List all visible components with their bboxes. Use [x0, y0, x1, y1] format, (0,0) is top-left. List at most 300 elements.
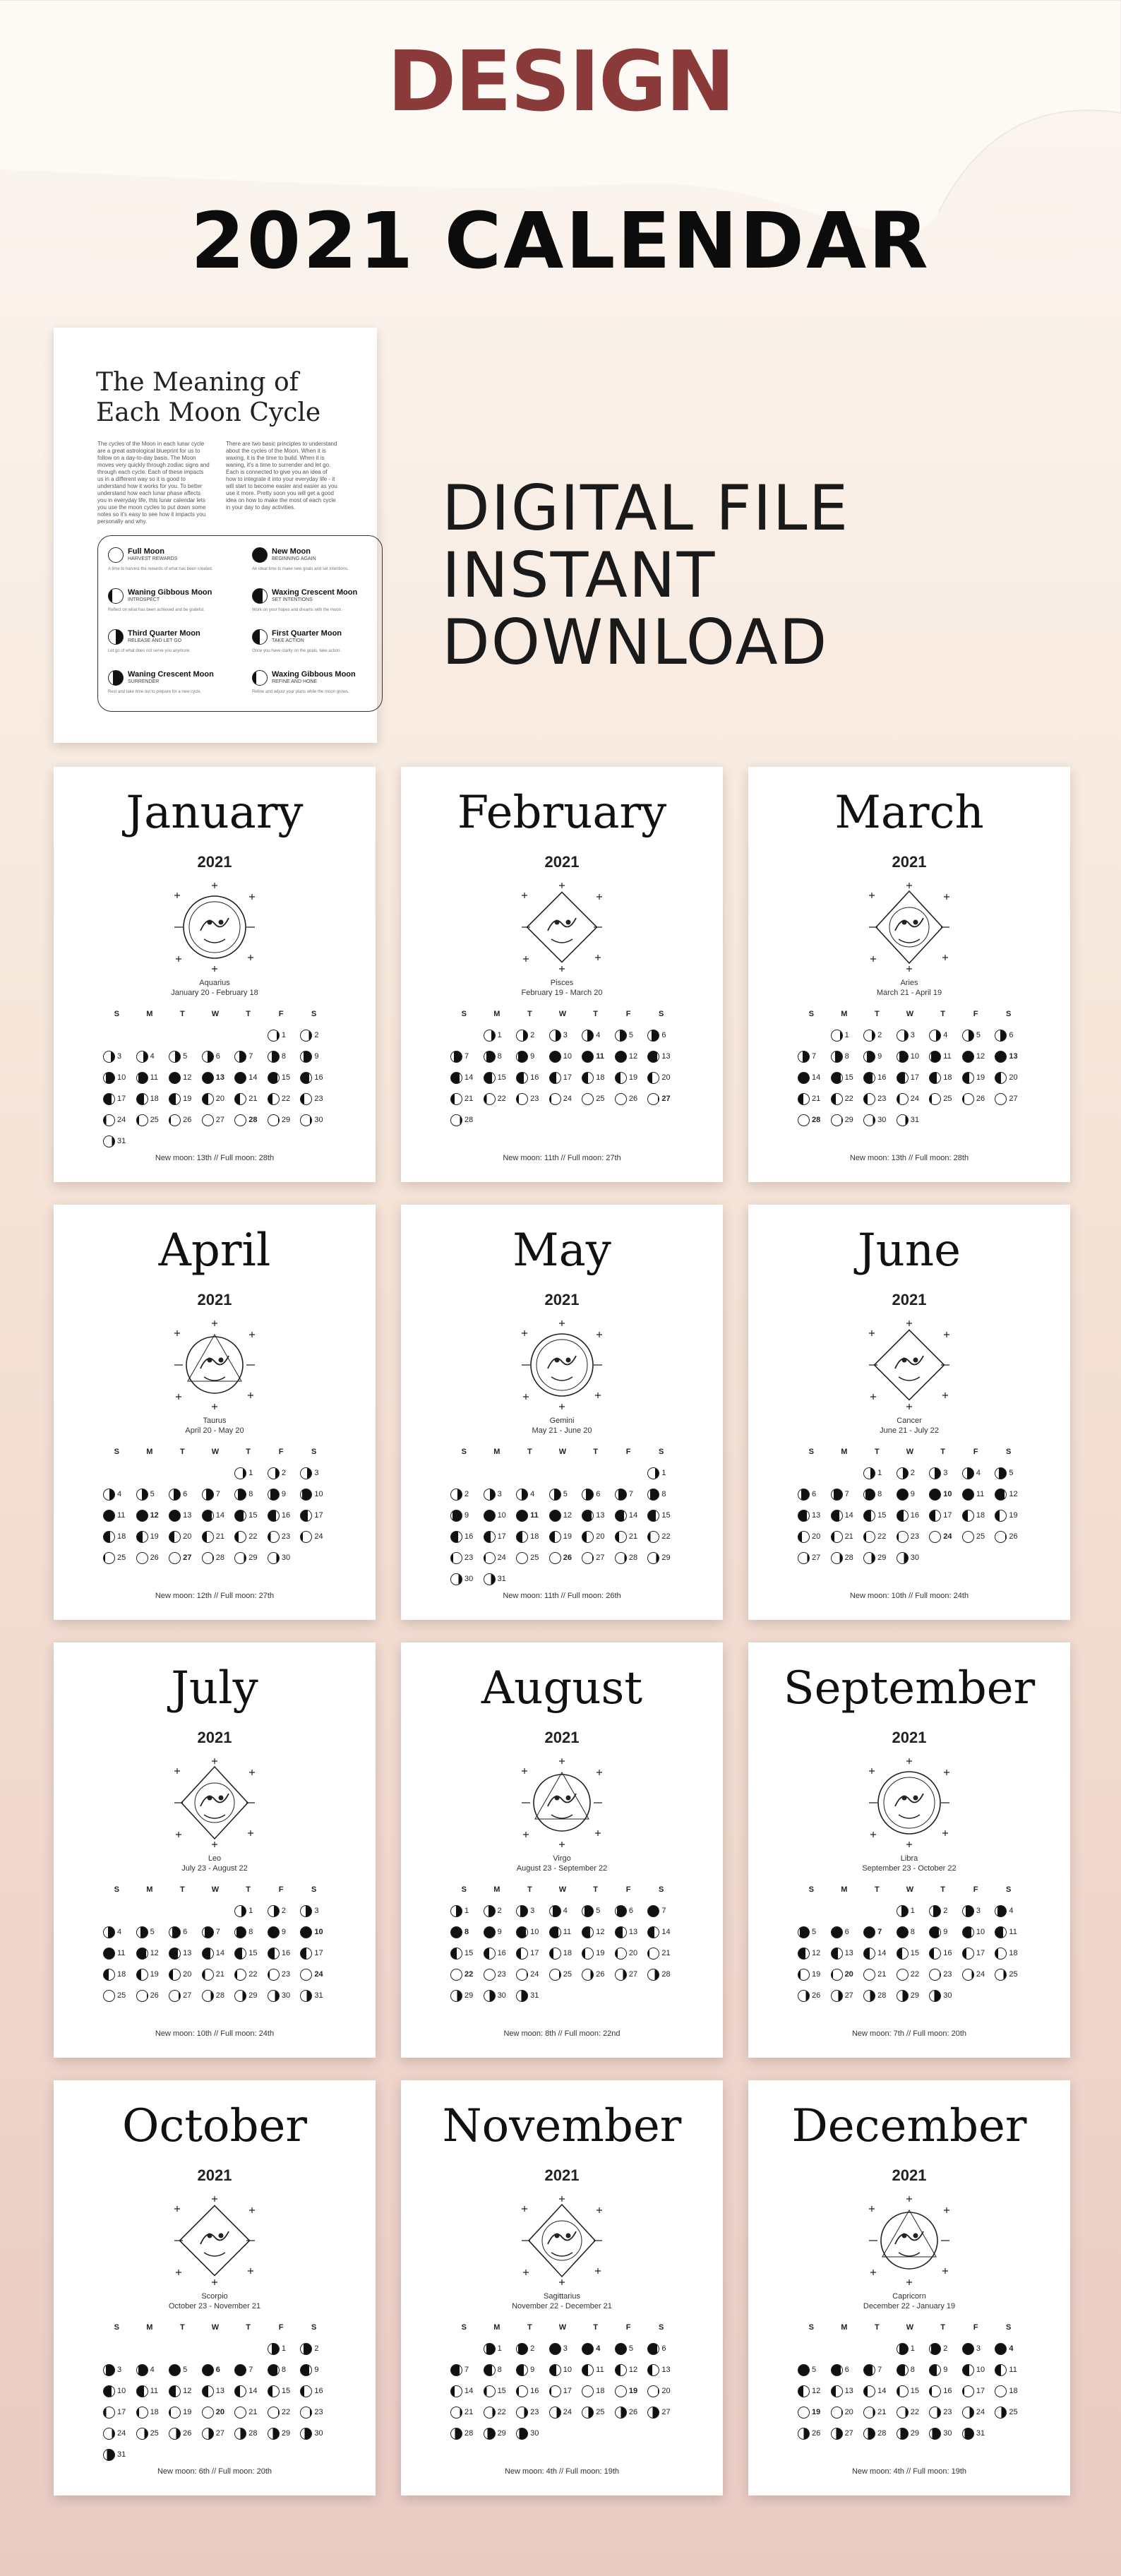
empty-day: [546, 1466, 580, 1480]
day-cell: [579, 1028, 612, 1042]
day-number: 1: [248, 1907, 253, 1915]
month-card-october: [54, 2080, 376, 2496]
day-number: 18: [530, 1532, 539, 1541]
moon-phase-icon: [962, 2428, 974, 2440]
zodiac-dates: February 19 - March 20: [521, 989, 603, 997]
empty-day: [612, 1466, 645, 1480]
day-cell: [199, 1530, 232, 1544]
info-text-right: There are two basic principles to understand about the cycles of the Moon. When it is waxing, it is the time to build. When it is waning, it's a time to surrender and let go. Each is connected to give you an idea of how to integrate it into your everyday life - it will start to become easier and easier as you use it more. Pretty soon you will get a good idea on how to make the most of each cycle in your day to day activities.: [226, 441, 337, 511]
moon-phase-icon: [484, 2343, 496, 2355]
day-cell: [795, 1946, 828, 1960]
moon-phase-icon: [647, 1905, 659, 1917]
moon-phase-icon: [647, 1948, 659, 1960]
moon-phase-icon: [450, 1905, 462, 1917]
moon-phase-icon: [484, 2385, 496, 2397]
day-cell: [894, 2363, 927, 2377]
moon-phase-icon: [300, 1510, 312, 1522]
empty-day: [166, 1028, 199, 1042]
day-cell: [894, 1092, 927, 1106]
day-number: 26: [976, 1095, 985, 1103]
day-number: 6: [183, 1490, 188, 1498]
zodiac-dates: November 22 - December 21: [512, 2302, 612, 2310]
weekday-header: M: [841, 1885, 848, 1894]
moon-phase-icon: [647, 1552, 659, 1564]
day-number: 30: [943, 1991, 952, 2000]
moon-phase-icon: [897, 1114, 909, 1126]
legend-phase-name: Waning Gibbous Moon: [128, 588, 212, 597]
moon-phase-icon: [798, 2407, 810, 2419]
day-cell: [795, 1092, 828, 1106]
moon-phase-icon: [484, 2428, 496, 2440]
day-cell: [265, 1049, 298, 1063]
empty-day: [199, 1904, 232, 1918]
day-number: 12: [150, 1511, 159, 1520]
zodiac-dates: August 23 - September 22: [516, 1864, 608, 1873]
day-number: 1: [844, 1031, 849, 1039]
calendar-grid: [795, 1885, 1025, 2003]
day-cell: [959, 2384, 993, 2398]
empty-day: [133, 1904, 167, 1918]
moon-phase-icon: [136, 1948, 148, 1960]
moon-phase-icon: [995, 1030, 1007, 1042]
day-number: 31: [910, 1116, 919, 1124]
moon-phase-icon: [863, 1990, 875, 2002]
day-cell: [828, 1487, 861, 1501]
moon-phase-icon: [252, 629, 268, 645]
day-cell: [795, 2384, 828, 2398]
day-cell: [166, 1113, 199, 1127]
moon-phase-icon: [268, 1948, 280, 1960]
weekday-header: M: [146, 1448, 153, 1456]
calendar-grid: [100, 1885, 330, 2003]
moon-phase-icon: [615, 1905, 627, 1917]
weekday-header: T: [593, 1010, 598, 1018]
moon-phase-icon: [169, 1114, 181, 1126]
day-cell: [448, 1904, 481, 1918]
moon-phase-icon: [103, 1051, 115, 1063]
day-cell: [448, 1967, 481, 1981]
month-card-july: [54, 1642, 376, 2058]
moon-phase-icon: [549, 1051, 561, 1063]
day-number: 18: [563, 1949, 572, 1957]
weekday-header: T: [940, 1885, 945, 1894]
day-cell: [645, 1946, 678, 1960]
empty-day: [199, 2342, 232, 2356]
moon-phase-icon: [929, 1467, 941, 1479]
day-cell: [513, 1530, 546, 1544]
day-cell: [828, 1049, 861, 1063]
day-cell: [828, 1092, 861, 1106]
month-name: June: [858, 1224, 961, 1277]
moon-phase-icon: [831, 1948, 843, 1960]
weekday-header: T: [527, 1010, 532, 1018]
day-number: 26: [183, 1116, 192, 1124]
day-number: 5: [812, 2366, 817, 2374]
moon-phase-icon: [169, 1926, 181, 1938]
zodiac-dates: October 23 - November 21: [168, 2302, 261, 2310]
moon-phase-icon: [582, 1531, 594, 1543]
day-cell: [795, 1967, 828, 1981]
day-cell: [579, 1487, 612, 1501]
day-cell: [481, 1925, 514, 1939]
day-cell: [481, 2405, 514, 2419]
day-number: 22: [844, 1095, 853, 1103]
moon-phase-icon: [582, 2343, 594, 2355]
day-number: 25: [976, 1532, 985, 1541]
moon-phase-icon: [450, 2385, 462, 2397]
moon-phase-icon: [484, 2364, 496, 2376]
moon-phase-icon: [103, 2364, 115, 2376]
day-cell: [513, 1551, 546, 1565]
day-cell: [546, 1028, 580, 1042]
calendar-grid: [100, 2323, 330, 2462]
day-number: 28: [877, 1991, 887, 2000]
moon-phase-icon: [549, 1926, 561, 1938]
day-cell: [828, 2405, 861, 2419]
zodiac-dates: May 21 - June 20: [532, 1426, 592, 1435]
day-cell: [795, 1925, 828, 1939]
day-number: 8: [464, 1928, 469, 1936]
day-cell: [232, 1113, 265, 1127]
weekday-header: T: [246, 1010, 251, 1018]
day-number: 22: [281, 2408, 291, 2416]
moon-phase-icon: [962, 2385, 974, 2397]
zodiac-sign-icon: [169, 1757, 260, 1849]
day-cell: [959, 1508, 993, 1522]
day-cell: [645, 1487, 678, 1501]
day-number: 28: [215, 1554, 224, 1562]
day-number: 21: [215, 1970, 224, 1979]
day-number: 4: [1009, 1907, 1014, 1915]
moon-phase-icon: [300, 1051, 312, 1063]
moon-phase-icon: [300, 1114, 312, 1126]
month-card-december: [748, 2080, 1070, 2496]
empty-day: [199, 1028, 232, 1042]
moon-phase-icon: [863, 2428, 875, 2440]
day-number: 6: [183, 1928, 188, 1936]
empty-day: [166, 1466, 199, 1480]
day-cell: [199, 2426, 232, 2440]
day-cell: [612, 1925, 645, 1939]
day-cell: [894, 1028, 927, 1042]
weekday-header: M: [146, 1885, 153, 1894]
day-number: 27: [661, 2408, 671, 2416]
day-number: 9: [464, 1511, 469, 1520]
day-number: 9: [314, 1052, 319, 1061]
moon-phase-icon: [103, 1926, 115, 1938]
day-number: 23: [464, 1554, 474, 1562]
day-number: 12: [812, 1949, 821, 1957]
moon-phase-icon: [450, 1489, 462, 1501]
moon-phase-icon: [103, 2449, 115, 2461]
empty-day: [795, 2342, 828, 2356]
day-cell: [795, 1988, 828, 2003]
day-cell: [100, 1925, 133, 1939]
moon-phase-icon: [234, 2364, 246, 2376]
day-number: 5: [596, 1907, 601, 1915]
day-cell: [481, 1946, 514, 1960]
day-number: 4: [596, 2344, 601, 2353]
day-number: 15: [281, 1073, 291, 1082]
day-cell: [199, 1551, 232, 1565]
moon-phase-icon: [549, 1969, 561, 1981]
day-cell: [199, 2405, 232, 2419]
moon-summary: New moon: 10th // Full moon: 24th: [155, 2029, 275, 2038]
day-number: 31: [314, 1991, 323, 2000]
day-cell: [546, 1946, 580, 1960]
day-number: 29: [248, 1554, 258, 1562]
day-number: 21: [812, 1095, 821, 1103]
day-cell: [828, 1967, 861, 1981]
day-number: 18: [1009, 1949, 1018, 1957]
moon-phase-icon: [929, 1948, 941, 1960]
moon-phase-icon: [300, 2407, 312, 2419]
moon-phase-icon: [831, 1030, 843, 1042]
month-year: 2021: [197, 1729, 232, 1746]
day-number: 12: [563, 1511, 572, 1520]
moon-phase-icon: [929, 1093, 941, 1105]
day-number: 26: [812, 1991, 821, 2000]
day-number: 14: [844, 1511, 853, 1520]
moon-phase-icon: [549, 1948, 561, 1960]
weekday-header: T: [940, 1448, 945, 1456]
day-cell: [133, 1049, 167, 1063]
legend-phase-subtitle: BEGINNING AGAIN: [272, 556, 316, 561]
day-cell: [795, 1487, 828, 1501]
day-cell: [133, 1530, 167, 1544]
day-number: 4: [150, 2366, 155, 2374]
moon-phase-icon: [615, 1051, 627, 1063]
weekday-header: W: [211, 1885, 220, 1894]
promo-line-2: INSTANT DOWNLOAD: [442, 539, 829, 679]
moon-phase-icon: [484, 1969, 496, 1981]
moon-phase-icon: [516, 2385, 528, 2397]
moon-phase-icon: [300, 1093, 312, 1105]
moon-phase-icon: [234, 1990, 246, 2002]
moon-phase-icon: [615, 1948, 627, 1960]
day-number: 21: [248, 1095, 258, 1103]
day-number: 4: [1009, 2344, 1014, 2353]
moon-phase-icon: [169, 1552, 181, 1564]
moon-phase-icon: [202, 1969, 214, 1981]
day-cell: [828, 2426, 861, 2440]
day-number: 5: [150, 1928, 155, 1936]
moon-phase-icon: [929, 2385, 941, 2397]
moon-phase-icon: [450, 1510, 462, 1522]
weekday-header: S: [659, 1010, 664, 1018]
moon-phase-icon: [252, 588, 268, 604]
day-cell: [959, 1946, 993, 1960]
day-number: 13: [661, 2366, 671, 2374]
moon-phase-icon: [615, 2385, 627, 2397]
day-cell: [579, 1967, 612, 1981]
day-cell: [579, 1904, 612, 1918]
day-number: 27: [628, 1970, 638, 1979]
day-cell: [926, 1967, 959, 1981]
moon-phase-icon: [995, 1051, 1007, 1063]
day-cell: [265, 2363, 298, 2377]
moon-phase-icon: [252, 547, 268, 563]
day-number: 15: [248, 1511, 258, 1520]
moon-phase-icon: [995, 1926, 1007, 1938]
day-number: 3: [563, 2344, 568, 2353]
zodiac-name: Aries: [900, 979, 918, 987]
legend-phase-body: Refine and adjust your plans while the moon grows.: [252, 690, 349, 694]
day-cell: [828, 1988, 861, 2003]
moon-phase-icon: [516, 1489, 528, 1501]
day-number: 4: [943, 1031, 948, 1039]
day-number: 18: [117, 1532, 126, 1541]
month-name: September: [783, 1662, 1036, 1715]
day-number: 18: [150, 1095, 159, 1103]
day-number: 5: [183, 2366, 188, 2374]
moon-phase-icon: [450, 1573, 462, 1585]
weekday-header: W: [211, 1448, 220, 1456]
day-number: 24: [976, 2408, 985, 2416]
weekday-header: M: [493, 1885, 500, 1894]
moon-phase-icon: [300, 2343, 312, 2355]
moon-phase-icon: [549, 1531, 561, 1543]
page-title: 2021 CALENDAR: [191, 196, 930, 286]
moon-phase-icon: [582, 1093, 594, 1105]
moon-phase-icon: [863, 1467, 875, 1479]
weekday-header: S: [114, 2323, 119, 2332]
day-number: 17: [563, 1073, 572, 1082]
moon-phase-icon: [268, 1990, 280, 2002]
day-cell: [297, 1967, 330, 1981]
weekday-header: S: [461, 2323, 467, 2332]
moon-phase-icon: [300, 1948, 312, 1960]
moon-phase-icon: [798, 1531, 810, 1543]
month-card-april: [54, 1205, 376, 1620]
day-number: 6: [661, 2344, 666, 2353]
empty-day: [513, 1466, 546, 1480]
day-cell: [992, 1508, 1025, 1522]
day-number: 15: [281, 2387, 291, 2395]
day-cell: [232, 1487, 265, 1501]
moon-phase-icon: [962, 1051, 974, 1063]
day-cell: [959, 1466, 993, 1480]
moon-phase-icon: [103, 1552, 115, 1564]
day-cell: [959, 1092, 993, 1106]
day-number: 12: [183, 1073, 192, 1082]
day-cell: [861, 1113, 894, 1127]
moon-phase-icon: [798, 1969, 810, 1981]
day-cell: [645, 1466, 678, 1480]
moon-phase-icon: [549, 2385, 561, 2397]
day-number: 19: [150, 1970, 159, 1979]
empty-day: [579, 1466, 612, 1480]
day-cell: [513, 1925, 546, 1939]
calendar-grid: [795, 1448, 1025, 1565]
day-cell: [232, 2405, 265, 2419]
empty-day: [861, 2342, 894, 2356]
moon-phase-icon: [484, 1093, 496, 1105]
day-cell: [133, 1487, 167, 1501]
moon-phase-icon: [450, 1926, 462, 1938]
weekday-header: S: [461, 1010, 467, 1018]
day-cell: [513, 2363, 546, 2377]
moon-phase-icon: [929, 1905, 941, 1917]
moon-phase-icon: [300, 1926, 312, 1938]
day-number: 23: [910, 1532, 919, 1541]
day-cell: [861, 2405, 894, 2419]
empty-day: [133, 1028, 167, 1042]
day-number: 25: [563, 1970, 572, 1979]
day-cell: [100, 1946, 133, 1960]
day-cell: [513, 1487, 546, 1501]
moon-phase-icon: [863, 1510, 875, 1522]
day-number: 14: [877, 1949, 887, 1957]
day-cell: [926, 1049, 959, 1063]
legend-phase-name: New Moon: [272, 547, 311, 556]
moon-phase-icon: [136, 1093, 148, 1105]
day-number: 9: [910, 1490, 915, 1498]
day-cell: [265, 2426, 298, 2440]
zodiac-dates: January 20 - February 18: [171, 989, 258, 997]
zodiac-name: Virgo: [553, 1854, 571, 1863]
moon-phase-icon: [484, 1573, 496, 1585]
moon-phase-icon: [268, 1030, 280, 1042]
day-cell: [861, 2384, 894, 2398]
day-cell: [861, 1466, 894, 1480]
zodiac-dates: March 21 - April 19: [876, 989, 942, 997]
day-cell: [232, 1049, 265, 1063]
day-number: 22: [248, 1970, 258, 1979]
moon-phase-icon: [995, 1489, 1007, 1501]
weekday-header: T: [527, 1885, 532, 1894]
day-cell: [926, 1530, 959, 1544]
moon-phase-icon: [831, 1114, 843, 1126]
day-number: 31: [117, 2450, 126, 2459]
moon-phase-icon: [268, 2385, 280, 2397]
day-number: 6: [628, 1907, 633, 1915]
day-number: 10: [314, 1928, 323, 1936]
moon-phase-icon: [300, 1531, 312, 1543]
day-cell: [894, 1967, 927, 1981]
empty-day: [448, 1466, 481, 1480]
empty-day: [232, 2342, 265, 2356]
day-number: 7: [877, 1928, 882, 1936]
day-cell: [546, 1925, 580, 1939]
moon-phase-icon: [897, 1531, 909, 1543]
day-cell: [133, 1967, 167, 1981]
day-cell: [232, 1967, 265, 1981]
weekday-header: W: [211, 2323, 220, 2332]
day-number: 12: [1009, 1490, 1018, 1498]
day-cell: [100, 2405, 133, 2419]
day-cell: [265, 1028, 298, 1042]
weekday-header: T: [940, 1010, 945, 1018]
day-cell: [297, 1530, 330, 1544]
moon-phase-icon: [897, 2407, 909, 2419]
weekday-header: S: [808, 1010, 814, 1018]
weekday-header: S: [808, 1448, 814, 1456]
moon-phase-icon: [234, 1531, 246, 1543]
day-cell: [166, 2363, 199, 2377]
moon-phase-icon: [962, 1489, 974, 1501]
day-number: 13: [844, 1949, 853, 1957]
calendar-grid: [100, 1448, 330, 1565]
legend-phase-name: Third Quarter Moon: [128, 629, 200, 638]
day-cell: [861, 1508, 894, 1522]
day-cell: [481, 2363, 514, 2377]
moon-phase-icon: [268, 1114, 280, 1126]
day-cell: [513, 1028, 546, 1042]
zodiac-sign-icon: [169, 2195, 260, 2286]
day-cell: [199, 1113, 232, 1127]
day-cell: [199, 1946, 232, 1960]
